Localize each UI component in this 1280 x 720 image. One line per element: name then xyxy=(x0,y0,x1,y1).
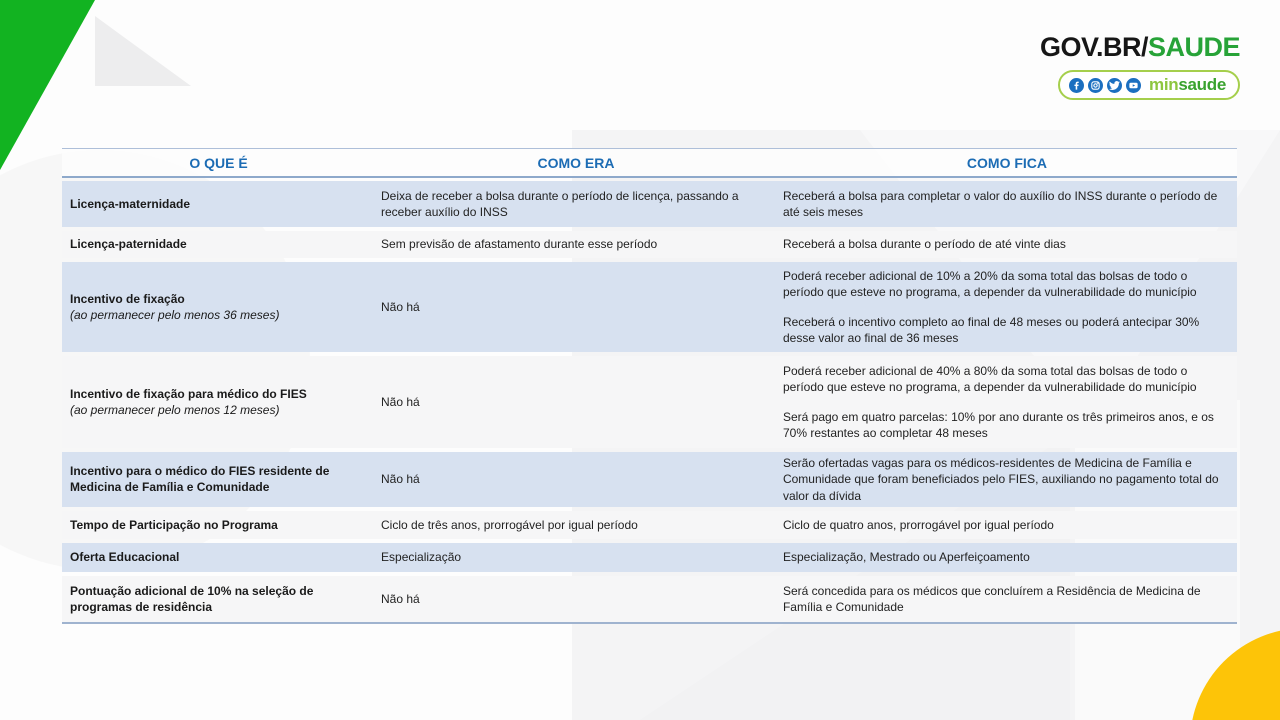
handle-suffix: saude xyxy=(1178,75,1226,94)
cell-como-fica xyxy=(777,231,1237,258)
row-title: Incentivo de fixação xyxy=(70,291,185,306)
column-header-como-era: COMO ERA xyxy=(537,154,615,171)
cell-o-que-e xyxy=(62,576,375,622)
comparison-table xyxy=(62,148,1237,624)
cell-como-era xyxy=(375,452,777,507)
cell-o-que-e xyxy=(62,231,375,258)
cell-como-fica xyxy=(777,511,1237,539)
govbr-logo-prefix: GOV.BR/ xyxy=(1039,32,1148,62)
cell-como-era xyxy=(375,262,777,352)
table-header-row xyxy=(62,148,1237,178)
cell-o-que-e xyxy=(62,452,375,507)
corner-gray-triangle xyxy=(95,16,191,86)
table-row xyxy=(62,576,1237,622)
column-header-como-fica: COMO FICA xyxy=(966,154,1048,171)
row-title: Incentivo de fixação para médico do FIES xyxy=(70,386,307,401)
social-pill xyxy=(1058,70,1240,100)
table-row xyxy=(62,231,1237,258)
cell-como-fica xyxy=(777,356,1237,448)
cell-o-que-e xyxy=(62,181,375,227)
table-body xyxy=(62,181,1237,624)
handle-prefix: min xyxy=(1149,75,1179,94)
row-title: Pontuação adicional de 10% na seleção de programas de residência xyxy=(70,583,314,614)
cell-como-fica-text: Serão ofertadas vagas para os médicos-residentes de Medicina de Família e Comunidade que foram beneficiados pelo FIES, auxiliando no pagamento total do valor da dívida xyxy=(782,456,1219,503)
cell-como-fica xyxy=(777,576,1237,622)
cell-como-fica xyxy=(777,181,1237,227)
corner-green-triangle xyxy=(0,0,95,170)
table-row xyxy=(62,543,1237,572)
cell-como-era-text: Não há xyxy=(381,472,420,487)
cell-como-era-text: Deixa de receber a bolsa durante o período de licença, passando a receber auxílio do INSS xyxy=(381,188,739,219)
cell-como-era xyxy=(375,511,777,539)
cell-como-fica-text: Receberá a bolsa durante o período de até vinte dias xyxy=(782,237,1066,252)
table-row xyxy=(62,262,1237,352)
row-subtitle: (ao permanecer pelo menos 12 meses) xyxy=(70,403,280,417)
cell-o-que-e xyxy=(62,511,375,539)
instagram-icon xyxy=(1088,78,1103,93)
cell-como-fica-text: Será pago em quatro parcelas: 10% por ano durante os três primeiros anos, e os 70% restantes ao completar 48 meses xyxy=(782,409,1214,440)
table-row xyxy=(62,511,1237,539)
youtube-icon xyxy=(1126,78,1141,93)
table-row xyxy=(62,181,1237,227)
row-title: Licença-paternidade xyxy=(70,237,187,252)
cell-como-fica-text: Receberá o incentivo completo ao final de 48 meses ou poderá antecipar 30% desse valor ao final de 36 meses xyxy=(782,314,1200,345)
cell-como-era-text: Sem previsão de afastamento durante esse período xyxy=(381,237,658,252)
row-title: Tempo de Participação no Programa xyxy=(70,517,278,532)
cell-o-que-e xyxy=(62,543,375,572)
cell-como-era xyxy=(375,356,777,448)
facebook-icon xyxy=(1069,78,1084,93)
cell-como-fica-text: Poderá receber adicional de 40% a 80% da soma total das bolsas de todo o período que esteve no programa, a depender da vulnerabilidade do município xyxy=(782,363,1197,395)
cell-como-fica xyxy=(777,262,1237,352)
cell-como-fica-text: Será concedida para os médicos que concluírem a Residência de Medicina de Família e Comunidade xyxy=(782,583,1201,614)
cell-como-era-text: Especialização xyxy=(381,550,462,565)
cell-como-era xyxy=(375,181,777,227)
cell-como-era xyxy=(375,576,777,622)
cell-como-era-text: Não há xyxy=(381,591,420,606)
cell-como-fica-text: Receberá a bolsa para completar o valor do auxílio do INSS durante o período de até seis meses xyxy=(782,188,1218,219)
cell-como-era-text: Não há xyxy=(381,299,420,314)
govbr-saude-logo xyxy=(1040,32,1240,63)
govbr-logo-suffix: SAUDE xyxy=(1147,32,1240,62)
row-subtitle: (ao permanecer pelo menos 36 meses) xyxy=(70,308,280,322)
cell-como-fica-text: Poderá receber adicional de 10% a 20% da soma total das bolsas de todo o período que esteve no programa, a depender da vulnerabilidade do município xyxy=(782,268,1197,300)
cell-como-fica xyxy=(777,543,1237,572)
twitter-icon xyxy=(1107,78,1122,93)
cell-como-fica xyxy=(777,452,1237,507)
column-header-o-que-e: O QUE É xyxy=(189,154,248,171)
cell-como-fica-text: Especialização, Mestrado ou Aperfeiçoamento xyxy=(782,550,1030,565)
table-row xyxy=(62,356,1237,448)
cell-como-era xyxy=(375,231,777,258)
row-title: Licença-maternidade xyxy=(70,196,191,211)
cell-o-que-e xyxy=(62,262,375,352)
social-handle xyxy=(1149,75,1226,95)
cell-como-era-text: Ciclo de três anos, prorrogável por igual período xyxy=(381,517,638,532)
cell-como-era xyxy=(375,543,777,572)
cell-o-que-e xyxy=(62,356,375,448)
brand-block xyxy=(1040,32,1240,100)
table-row xyxy=(62,452,1237,507)
row-title: Incentivo para o médico do FIES residente de Medicina de Família e Comunidade xyxy=(70,464,330,495)
cell-como-era-text: Não há xyxy=(381,394,420,409)
cell-como-fica-text: Ciclo de quatro anos, prorrogável por igual período xyxy=(782,517,1054,532)
row-title: Oferta Educacional xyxy=(70,550,180,565)
